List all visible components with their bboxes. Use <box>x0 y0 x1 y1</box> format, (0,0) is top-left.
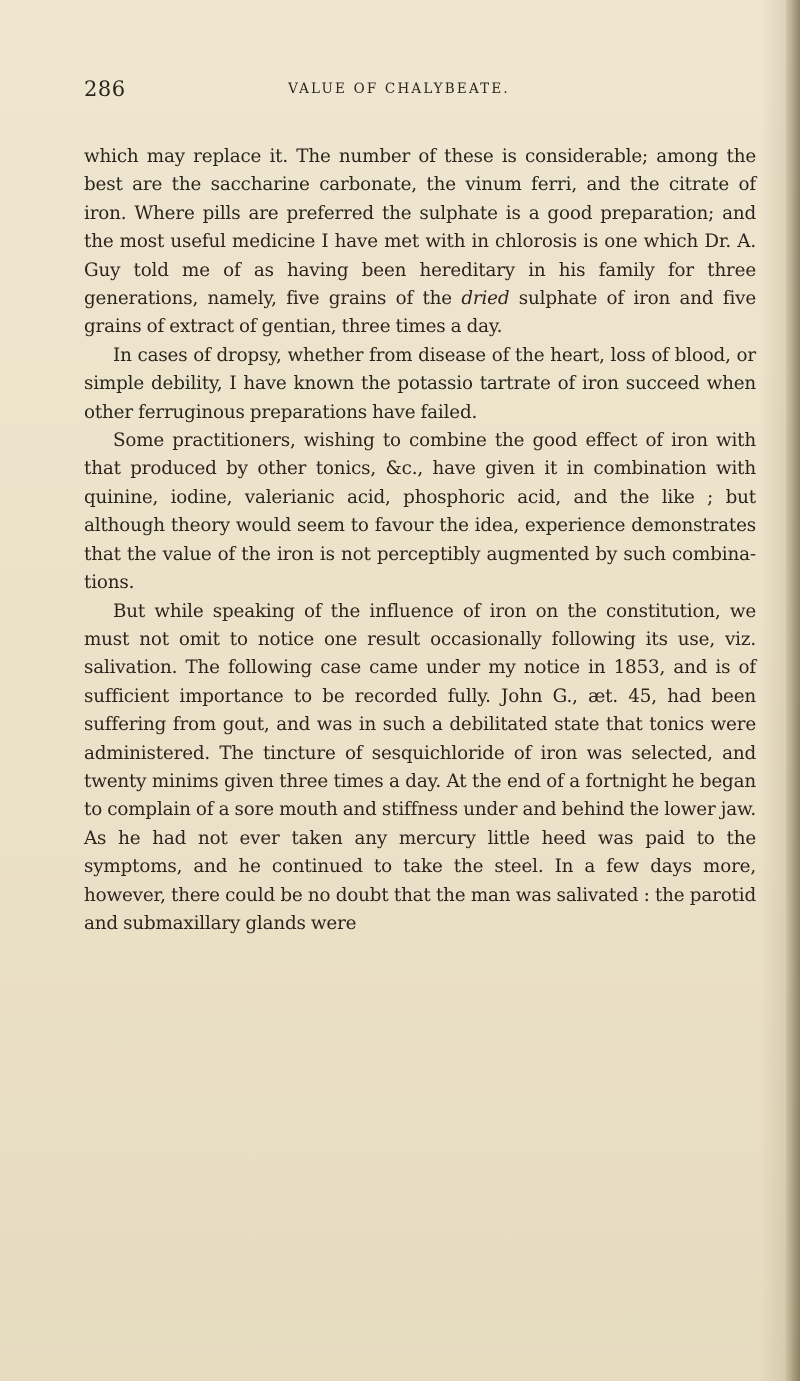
body-text <box>84 143 756 938</box>
italic-text: dried <box>461 288 510 310</box>
text-run: In cases of dropsy, whether from disease of the heart, loss of blood, or simple debility, I have known the potassio tartrate of iron succeed when other ferruginous preparations have failed. <box>84 344 756 423</box>
text-run: sulphate of iron and five grains of extract of gentian, three times a day. <box>84 288 757 338</box>
page-edge-shadow <box>786 0 800 1381</box>
running-head: VALUE OF CHALYBEATE. <box>288 81 510 97</box>
text-run: which may replace it. The number of these is considerable; among the best are the saccharine carbonate, the vinum ferri, and the citrate of iron. Where pills are preferred the sulphate is a good preparation; and the most useful medicine I have met with in chlorosis is one which Dr. A. Guy told me of as having been hereditary in his family for three generations, namely, five grains of the <box>84 146 756 310</box>
text-run: But while speaking of the influence of iron on the constitution, we must not omit to notice one result occasionally following its use, viz. salivation. The following case came under my notice in 1853, and is of sufficient importance to be recorded fully. John G., æt. 45, had been suffering from gout, and was in such a debilitated state that tonics were administered. The tincture of sesquichloride of iron was selected, and twenty minims given three times a day. At the end of a fortnight he began to complain of a sore mouth and stiffness under and behind the lower jaw. As he had not ever taken any mercury little heed was paid to the symptoms, and he continued to take the steel. In a few days more, however, there could be no doubt that the man was salivated : the parotid and submaxillary glands were <box>84 600 756 934</box>
page-header <box>84 77 714 111</box>
page-number: 286 <box>84 77 126 101</box>
text-run: Some practitioners, wishing to combine the good effect of iron with that produced by other tonics, &c., have given it in combination with quinine, iodine, valerianic acid, phosphoric acid, and the like ; but although theory would seem to favour the idea, experience demonstrates that the value of the iron is not perceptibly augmented by such combinations. <box>84 430 756 594</box>
paragraph <box>84 143 756 342</box>
paragraph <box>84 427 756 597</box>
paragraph <box>84 342 756 427</box>
paragraph <box>84 598 756 939</box>
